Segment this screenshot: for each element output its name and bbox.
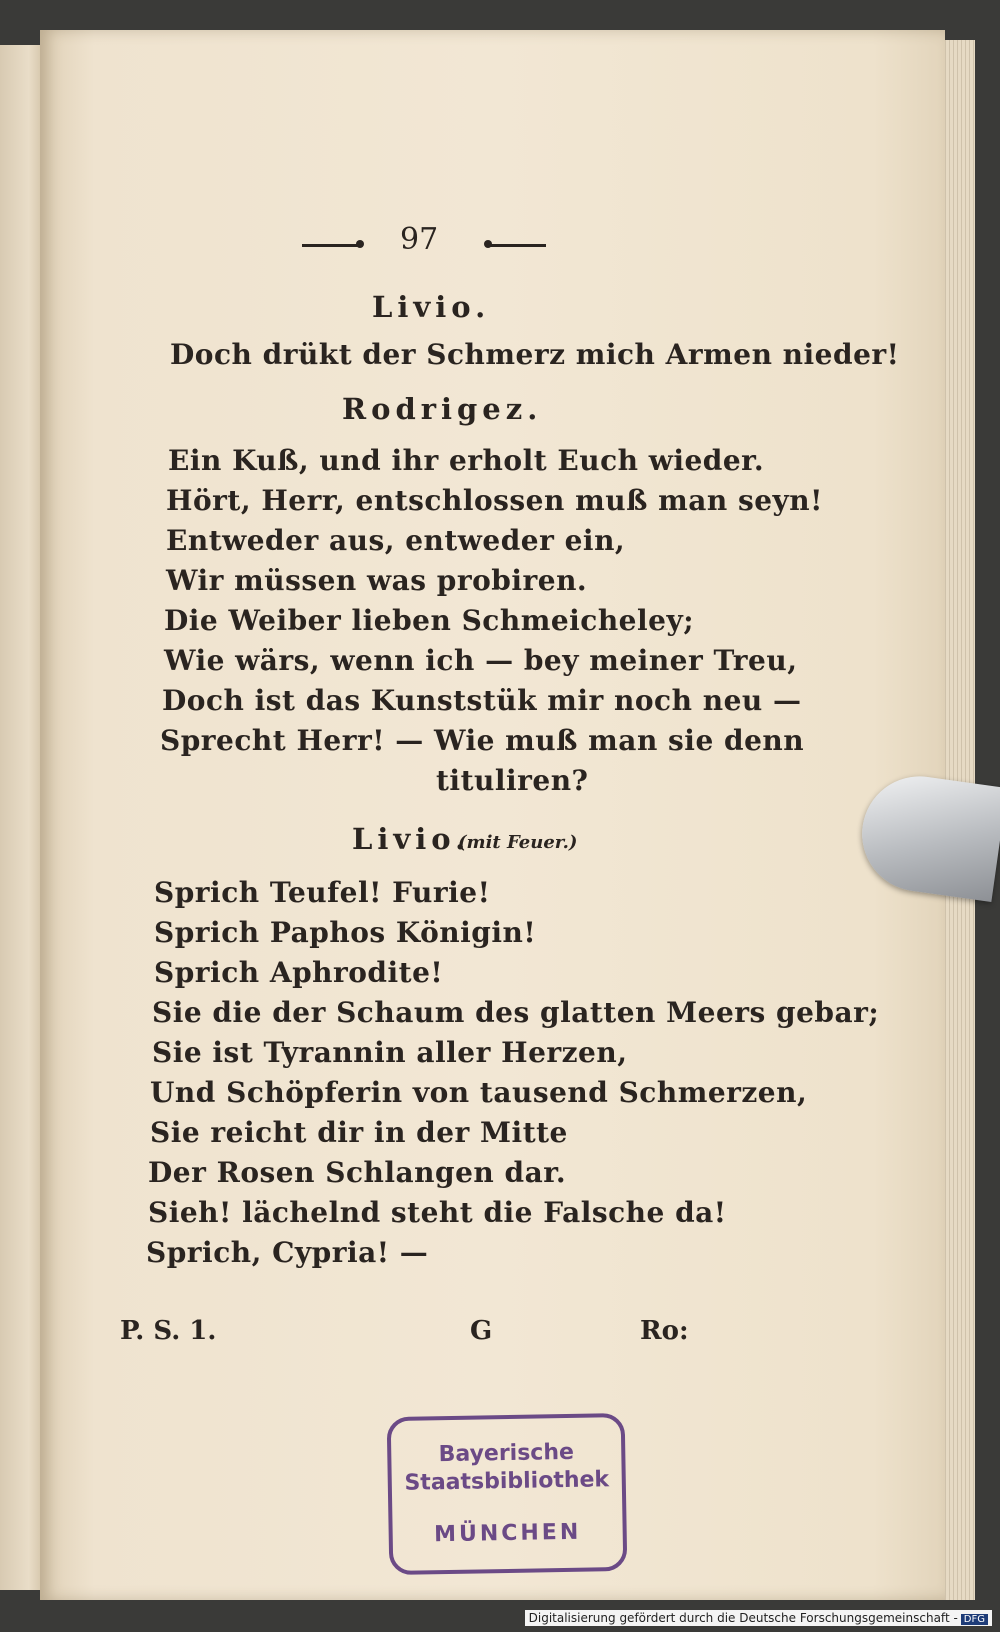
dfg-logo: DFG bbox=[961, 1614, 988, 1625]
verse-line: Entweder aus, entweder ein, bbox=[166, 524, 626, 557]
ornament-right bbox=[488, 244, 546, 247]
speaker-livio-2: Livio. bbox=[352, 822, 471, 856]
verse-line: Doch ist das Kunststük mir noch neu — bbox=[162, 684, 802, 717]
gathering-letter: G bbox=[470, 1316, 493, 1346]
library-stamp bbox=[387, 1413, 628, 1575]
digitization-credit-text: Digitalisierung gefördert durch die Deutsche Forschungsgemeinschaft - bbox=[528, 1611, 958, 1625]
verse-line-continuation: tituliren? bbox=[436, 764, 589, 797]
verse-line: Wir müssen was probiren. bbox=[166, 564, 588, 597]
ornament-left bbox=[302, 244, 360, 247]
verse-line: Sieh! lächelnd steht die Falsche da! bbox=[148, 1196, 727, 1229]
verse-line: Hört, Herr, entschlossen muß man seyn! bbox=[166, 484, 823, 517]
digitization-credit bbox=[525, 1610, 992, 1626]
signature-mark: P. S. 1. bbox=[120, 1316, 217, 1346]
stamp-line-2: Staatsbibliothek bbox=[404, 1467, 610, 1496]
verse-line: Sprecht Herr! — Wie muß man sie denn bbox=[160, 724, 805, 757]
verse-line: Die Weiber lieben Schmeicheley; bbox=[164, 604, 695, 637]
ornament-left-dot bbox=[356, 240, 364, 248]
book-page bbox=[40, 30, 945, 1600]
verse-line: Sie ist Tyrannin aller Herzen, bbox=[152, 1036, 628, 1069]
speaker-livio-1: Livio. bbox=[372, 290, 491, 324]
stamp-line-3: MÜNCHEN bbox=[433, 1519, 582, 1548]
catchword: Ro: bbox=[640, 1316, 689, 1346]
verse-line: Sprich Paphos Königin! bbox=[154, 916, 537, 949]
verse-line: Sprich Teufel! Furie! bbox=[154, 876, 491, 909]
verse-line: Sie reicht dir in der Mitte bbox=[150, 1116, 568, 1149]
verse-line: Ein Kuß, und ihr erholt Euch wieder. bbox=[168, 444, 765, 477]
stage-direction: (mit Feuer.) bbox=[458, 832, 578, 853]
page-number: 97 bbox=[400, 222, 439, 257]
verse-line: Wie wärs, wenn ich — bey meiner Treu, bbox=[164, 644, 798, 677]
verse-line: Der Rosen Schlangen dar. bbox=[148, 1156, 567, 1189]
stamp-line-1: Bayerische bbox=[438, 1439, 575, 1468]
verse-line: Sprich Aphrodite! bbox=[154, 956, 444, 989]
verse-line: Sie die der Schaum des glatten Meers gebar; bbox=[152, 996, 880, 1029]
speaker-rodrigez: Rodrigez. bbox=[342, 392, 543, 426]
verse-line: Doch drükt der Schmerz mich Armen nieder! bbox=[170, 338, 900, 371]
verse-line: Und Schöpferin von tausend Schmerzen, bbox=[150, 1076, 808, 1109]
verse-line: Sprich, Cypria! — bbox=[146, 1236, 429, 1269]
